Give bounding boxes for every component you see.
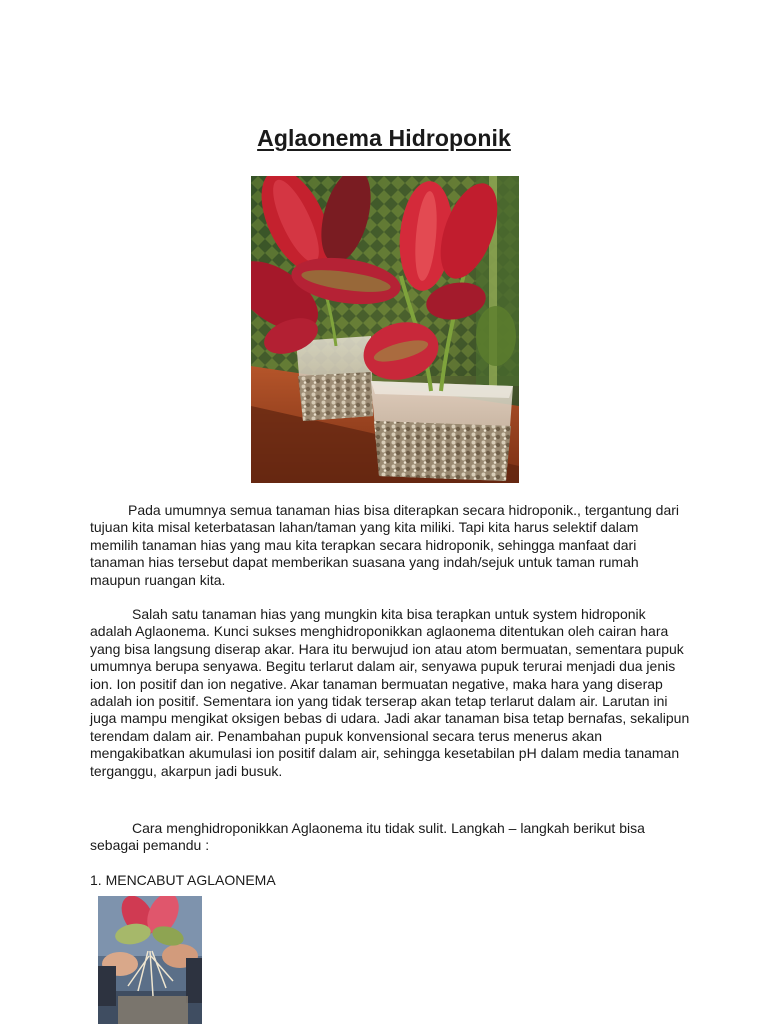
paragraph-intro: Pada umumnya semua tanaman hias bisa diterapkan secara hidroponik., tergantung dari tujuan kita misal keterbatasan lahan/taman yang kita miliki. Tapi kita harus selektif dalam memilih tanaman hias yang mau kita terapkan secara hidroponik, sehingga manfaat dari tanaman hias tersebut dapat memberikan suasana yang indah/sejuk untuk taman rumah maupun ruangan kita. — [90, 502, 679, 588]
document-title: Aglaonema Hidroponik — [257, 125, 511, 151]
paragraph-steps-intro: Cara menghidroponikkan Aglaonema itu tidak sulit. Langkah – langkah berikut bisa sebagai pemandu : — [90, 820, 645, 854]
paragraph-aglaonema-hydroponic: Salah satu tanaman hias yang mungkin kita bisa terapkan untuk system hidroponik adalah Aglaonema. Kunci sukses menghidroponikkan aglaonema ditentukan oleh cairan hara yang bisa langsung diserap akar. Hara itu berwujud ion atau atom bermuatan, sementara pupuk umumnya berupa senyawa. Begitu terlarut dalam air, senyawa pupuk terurai menjadi dua jenis ion. Ion positif dan ion negative. Akar tanaman bermuatan negative, maka hara yang diserap adalah ion positif. Sementara ion yang tidak terserap akan tetap terlarut dalam air. Larutan ini juga mampu mengikat oksigen bebas di udara. Jadi akar tanaman bisa tetap bernafas, sekalipun terendam dalam air. Penambahan pupuk konvensional secara terus menerus akan mengakibatkan akumulasi ion positif dalam air, sehingga kesetabilan pH dalam media tanaman terganggu, akarpun jadi busuk. — [90, 606, 690, 779]
uprooting-aglaonema-photo — [98, 896, 202, 1024]
aglaonema-hydroponic-photo — [251, 176, 519, 483]
step-1-heading: 1. MENCABUT AGLAONEMA — [90, 872, 276, 888]
